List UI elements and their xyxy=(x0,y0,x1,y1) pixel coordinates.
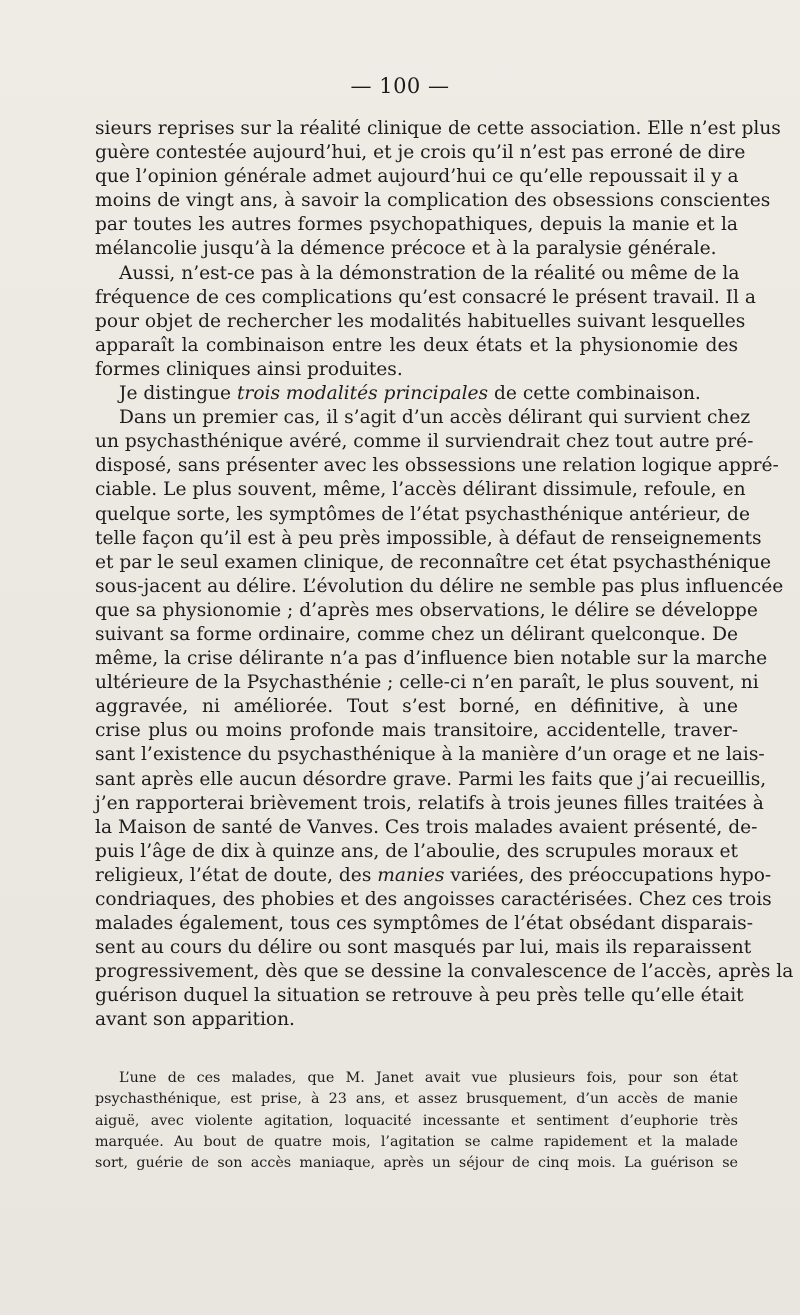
text-line: condriaques, des phobies et des angoisses caractérisées. Chez ces trois xyxy=(95,889,772,910)
text-line: Je distingue trois modalités principales de cette combinaison. xyxy=(119,383,701,405)
footnote-line: L’une de ces malades, que M. Janet avait vue plusieurs fois, pour son état xyxy=(119,1070,738,1086)
footnote-line: sort, guérie de son accès maniaque, après un séjour de cinq mois. La guérison se xyxy=(95,1155,738,1172)
text-line: Aussi, n’est-ce pas à la démonstration de la réalité ou même de la xyxy=(119,262,740,284)
text-line: quelque sorte, les symptômes de l’état psychasthénique antérieur, de xyxy=(95,503,750,525)
text-line: Dans un premier cas, il s’agit d’un accès délirant qui survient chez xyxy=(119,407,751,429)
text-line: par toutes les autres formes psychopathiques, depuis la manie et la xyxy=(95,214,738,236)
footnote-text xyxy=(95,1068,738,1174)
footnote-line: aiguë, avec violente agitation, loquacité incessante et sentiment d’euphorie très xyxy=(95,1112,738,1129)
text-line: telle façon qu’il est à peu près impossible, à défaut de renseignements xyxy=(95,527,762,549)
text-line: puis l’âge de dix à quinze ans, de l’aboulie, des scrupules moraux et xyxy=(95,840,738,862)
text-line: sant l’existence du psychasthénique à la manière d’un orage et ne lais- xyxy=(95,744,765,766)
text-line: guère contestée aujourd’hui, et je crois qu’il n’est pas erroné de dire xyxy=(95,142,746,164)
text-line: ciable. Le plus souvent, même, l’accès délirant dissimule, refoule, en xyxy=(95,479,746,501)
text-line: la Maison de santé de Vanves. Ces trois malades avaient présenté, de- xyxy=(95,816,758,838)
text-line: sent au cours du délire ou sont masqués par lui, mais ils reparaissent xyxy=(95,937,752,959)
text-line: malades également, tous ces symptômes de l’état obsédant disparais- xyxy=(95,913,753,935)
page-number: — 100 — xyxy=(350,74,450,98)
text-line: même, la crise délirante n’a pas d’influence bien notable sur la marche xyxy=(95,648,768,670)
text-line: crise plus ou moins profonde mais transitoire, accidentelle, traver- xyxy=(95,720,738,742)
text-line: et par le seul examen clinique, de reconnaître cet état psychasthénique xyxy=(95,551,771,573)
text-line: ultérieure de la Psychasthénie ; celle-ci n’en paraît, le plus souvent, ni xyxy=(95,672,759,694)
text-line: j’en rapporterai brièvement trois, relatifs à trois jeunes filles traitées à xyxy=(95,792,764,814)
text-line: sieurs reprises sur la réalité clinique de cette association. Elle n’est plus xyxy=(95,118,781,139)
text-line: sous-jacent au délire. L’évolution du délire ne semble pas plus influencée xyxy=(95,575,784,597)
text-line: moins de vingt ans, à savoir la complication des obsessions conscientes xyxy=(95,190,771,212)
text-line: formes cliniques ainsi produites. xyxy=(95,358,403,380)
footnote-line: psychasthénique, est prise, à 23 ans, et assez brusquement, d’un accès de manie xyxy=(95,1091,738,1108)
text-line: apparaît la combinaison entre les deux états et la physionomie des xyxy=(95,334,738,356)
text-line: suivant sa forme ordinaire, comme chez un délirant quelconque. De xyxy=(95,623,738,645)
text-line: que sa physionomie ; d’après mes observations, le délire se développe xyxy=(95,599,758,621)
text-line: que l’opinion générale admet aujourd’hui ce qu’elle repoussait il y a xyxy=(95,166,739,188)
footnote-line: marquée. Au bout de quatre mois, l’agitation se calme rapidement et la malade xyxy=(95,1133,738,1150)
main-text xyxy=(95,117,794,1033)
text-line: pour objet de rechercher les modalités habituelles suivant lesquelles xyxy=(95,310,746,332)
text-line: progressivement, dès que se dessine la convalescence de l’accès, après la xyxy=(95,961,794,983)
text-line: mélancolie jusqu’à la démence précoce et à la paralysie générale. xyxy=(95,238,717,260)
text-line: sant après elle aucun désordre grave. Parmi les faits que j’ai recueillis, xyxy=(95,768,767,790)
text-line: un psychasthénique avéré, comme il surviendrait chez tout autre pré- xyxy=(95,431,754,453)
text-line: religieux, l’état de doute, des manies variées, des préoccupations hypo- xyxy=(95,864,772,886)
text-line: avant son apparition. xyxy=(95,1009,295,1031)
text-line: guérison duquel la situation se retrouve à peu près telle qu’elle était xyxy=(95,985,744,1007)
text-line: aggravée, ni améliorée. Tout s’est borné, en définitive, à une xyxy=(95,696,738,718)
text-line: fréquence de ces complications qu’est consacré le présent travail. Il a xyxy=(95,286,756,308)
text-line: disposé, sans présenter avec les obssessions une relation logique appré- xyxy=(95,455,779,477)
